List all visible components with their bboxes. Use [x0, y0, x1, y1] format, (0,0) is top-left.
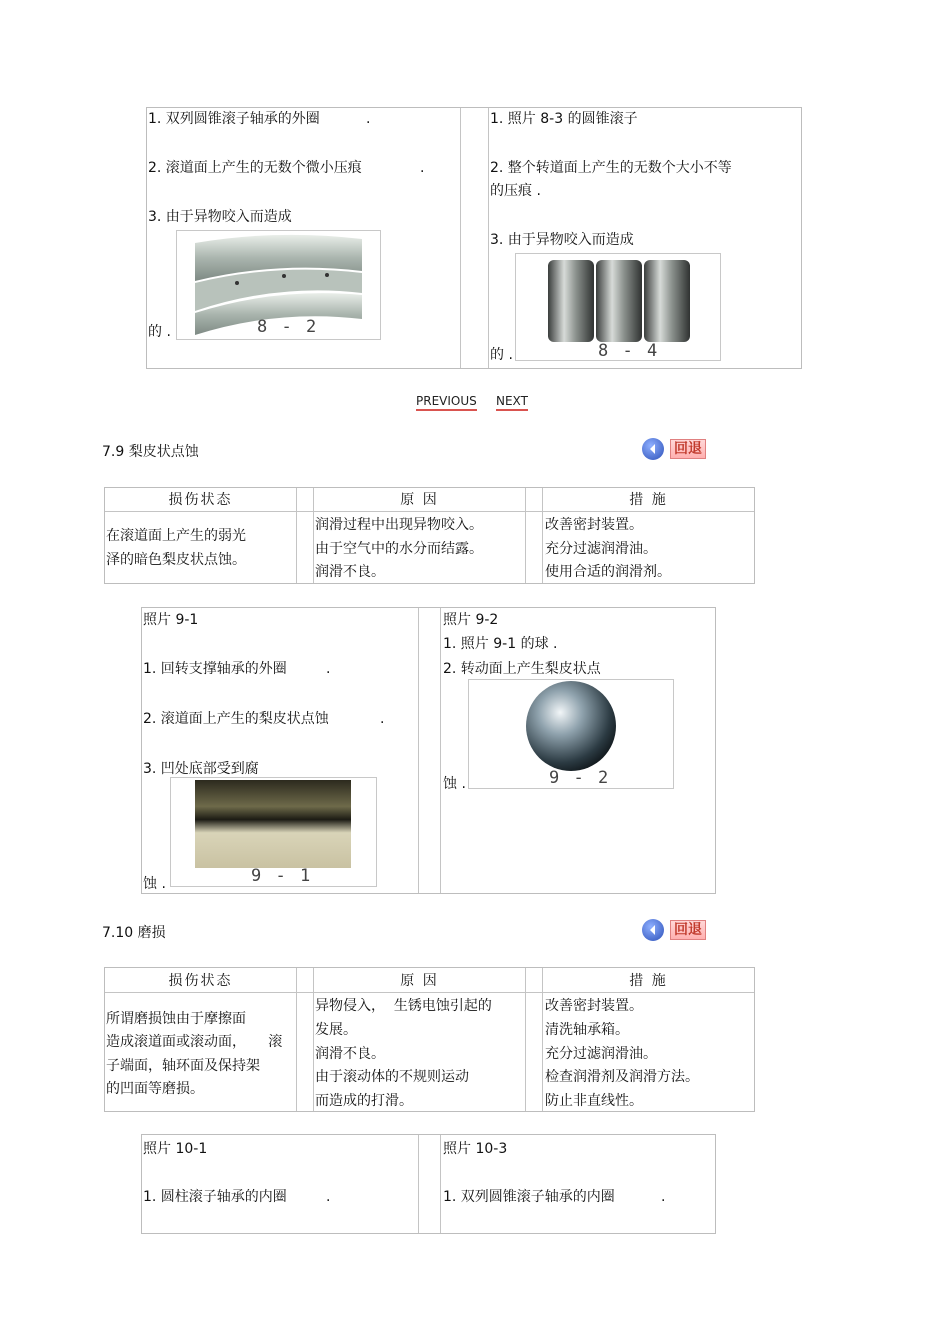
photo-9-2-line-3: 蚀 .	[443, 776, 466, 792]
photo-10-1-line-1-dot: .	[326, 1189, 331, 1205]
photo-8-2-line-3: 3. 由于异物咬入而造成	[148, 209, 292, 225]
table-divider	[418, 608, 419, 893]
table-divider	[296, 968, 297, 1111]
photo-9-1-line-4: 蚀 .	[143, 876, 166, 892]
cause-line: 发展。	[315, 1022, 357, 1038]
measure-line: 清洗轴承箱。	[545, 1022, 629, 1038]
photo-8-2-line-4: 的 .	[148, 324, 171, 340]
measure-line: 检查润滑剂及润滑方法。	[545, 1069, 699, 1085]
cause-line: 润滑不良。	[315, 1046, 385, 1062]
photo-10-1-line-1: 1. 圆柱滚子轴承的内圈	[143, 1189, 287, 1205]
damage-state-line: 泽的暗色梨皮状点蚀。	[106, 552, 246, 568]
photo-8-2-line-1-dot: .	[366, 111, 371, 127]
table-divider	[525, 488, 526, 583]
table-divider	[525, 968, 526, 1111]
header-damage-state: 损伤状态	[168, 973, 233, 989]
table-divider	[440, 608, 441, 893]
photo-9-1-line-2-dot: .	[380, 711, 385, 727]
photo-10-3-line-1-dot: .	[661, 1189, 666, 1205]
table-header-divider	[105, 511, 754, 512]
back-button-7-9[interactable]	[642, 438, 706, 460]
damage-state-line: 造成滚道面或滚动面， 滚	[106, 1034, 283, 1050]
cause-line: 由于空气中的水分而结露。	[315, 541, 483, 557]
measure-line: 防止非直线性。	[545, 1093, 643, 1109]
table-divider	[440, 1135, 441, 1233]
cause-line: 润滑不良。	[315, 564, 385, 580]
section-title-7-9: 7.9 梨皮状点蚀	[102, 444, 199, 460]
table-header-divider	[105, 992, 754, 993]
measure-line: 充分过滤润滑油。	[545, 541, 657, 557]
photo-9-2-line-2: 2. 转动面上产生梨皮状点	[443, 661, 601, 677]
cause-line: 异物侵入， 生锈电蚀引起的	[315, 998, 492, 1014]
tapered-roller-image	[515, 253, 721, 361]
table-divider	[296, 488, 297, 583]
photo-9-2-line-1: 1. 照片 9-1 的球 .	[443, 636, 558, 652]
photo-8-2-line-2: 2. 滚道面上产生的无数个微小压痕	[148, 160, 362, 176]
header-measures: 措 施	[629, 973, 668, 989]
table-divider	[488, 108, 489, 368]
photo-8-4-line-2a: 2. 整个转道面上产生的无数个大小不等	[490, 160, 732, 176]
photo-8-4-line-4: 的 .	[490, 347, 513, 363]
cause-line: 而造成的打滑。	[315, 1093, 413, 1109]
photo-8-4-line-2b: 的压痕 .	[490, 183, 541, 199]
photo-8-4-line-3: 3. 由于异物咬入而造成	[490, 232, 634, 248]
photo-9-1-title: 照片 9-1	[143, 612, 199, 628]
photo-9-1-line-3: 3. 凹处底部受到腐	[143, 761, 259, 777]
next-link[interactable]: NEXT	[496, 394, 528, 411]
photo-10-3-line-1: 1. 双列圆锥滚子轴承的内圈	[443, 1189, 615, 1205]
photo-8-2-line-1: 1. 双列圆锥滚子轴承的外圈	[148, 111, 320, 127]
photo-caption: 9 - 2	[549, 768, 611, 788]
pitted-ball-image	[468, 679, 674, 789]
cause-line: 由于滚动体的不规则运动	[315, 1069, 469, 1085]
header-measures: 措 施	[629, 492, 668, 508]
photo-8-4-line-1: 1. 照片 8-3 的圆锥滚子	[490, 111, 638, 127]
measure-line: 充分过滤润滑油。	[545, 1046, 657, 1062]
cause-line: 润滑过程中出现异物咬入。	[315, 517, 483, 533]
previous-link[interactable]: PREVIOUS	[416, 394, 477, 411]
header-cause: 原 因	[400, 492, 439, 508]
pitted-ring-image	[170, 777, 377, 887]
back-label: 回退	[670, 439, 706, 459]
photo-8-2-line-2-dot: .	[420, 160, 425, 176]
measure-line: 改善密封装置。	[545, 998, 643, 1014]
photo-9-1-line-1: 1. 回转支撑轴承的外圈	[143, 661, 287, 677]
photo-9-1-line-2: 2. 滚道面上产生的梨皮状点蚀	[143, 711, 329, 727]
section-title-7-10: 7.10 磨损	[102, 925, 166, 941]
header-cause: 原 因	[400, 973, 439, 989]
photo-10-3-title: 照片 10-3	[443, 1141, 508, 1157]
damage-state-line: 所谓磨损蚀由于摩擦面	[106, 1011, 246, 1027]
photo-caption: 8 - 4	[598, 341, 660, 361]
photo-9-2-title: 照片 9-2	[443, 612, 499, 628]
photo-10-1-title: 照片 10-1	[143, 1141, 208, 1157]
back-label: 回退	[670, 920, 706, 940]
damage-state-line: 在滚道面上产生的弱光	[106, 528, 246, 544]
back-arrow-icon	[642, 438, 664, 460]
back-arrow-icon	[642, 919, 664, 941]
table-divider	[460, 108, 461, 368]
header-damage-state: 损伤状态	[168, 492, 233, 508]
bearing-outer-ring-image	[176, 230, 381, 340]
photo-caption: 9 - 1	[251, 866, 313, 886]
photo-table-10	[141, 1134, 716, 1234]
damage-state-line: 子端面，轴环面及保持架	[106, 1058, 260, 1074]
photo-9-1-line-1-dot: .	[326, 661, 331, 677]
measure-line: 改善密封装置。	[545, 517, 643, 533]
table-divider	[418, 1135, 419, 1233]
damage-state-line: 的凹面等磨损。	[106, 1081, 204, 1097]
back-button-7-10[interactable]	[642, 919, 706, 941]
measure-line: 使用合适的润滑剂。	[545, 564, 671, 580]
photo-caption: 8 - 2	[257, 317, 319, 337]
